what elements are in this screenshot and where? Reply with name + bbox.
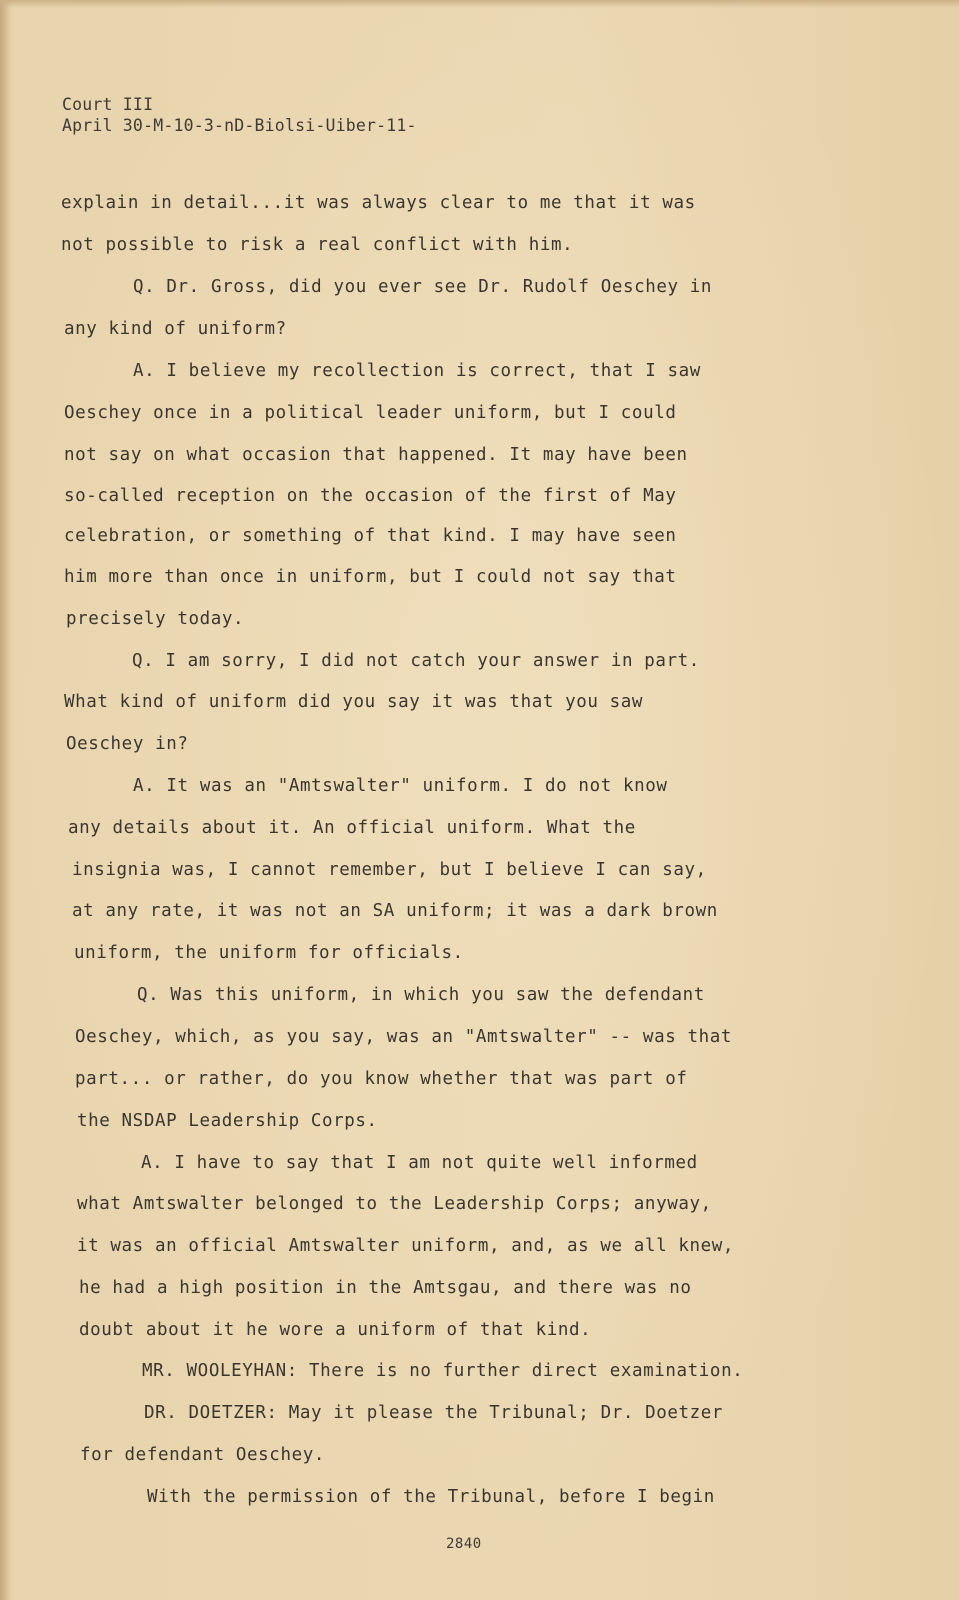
body-line: for defendant Oeschey. xyxy=(80,1445,325,1465)
body-line: With the permission of the Tribunal, before I begin xyxy=(147,1487,715,1507)
body-line: insignia was, I cannot remember, but I believe I can say, xyxy=(72,860,707,880)
body-line: What kind of uniform did you say it was that you saw xyxy=(64,692,644,712)
body-line: Q. Dr. Gross, did you ever see Dr. Rudolf Oeschey in xyxy=(133,277,713,297)
body-line: part... or rather, do you know whether that was part of xyxy=(75,1069,688,1089)
body-line: at any rate, it was not an SA uniform; it was a dark brown xyxy=(72,901,718,921)
page-top-edge xyxy=(0,0,959,8)
document-header xyxy=(62,94,417,136)
body-line: doubt about it he wore a uniform of that kind. xyxy=(79,1320,592,1340)
page-left-edge xyxy=(0,0,10,1600)
body-line: so-called reception on the occasion of the first of May xyxy=(64,486,677,506)
body-line: A. I have to say that I am not quite well informed xyxy=(141,1153,698,1173)
body-line: A. It was an "Amtswalter" uniform. I do not know xyxy=(133,776,668,796)
body-line: not say on what occasion that happened. It may have been xyxy=(64,445,688,465)
body-line: Q. I am sorry, I did not catch your answer in part. xyxy=(132,651,700,671)
body-line: precisely today. xyxy=(66,609,245,629)
body-line: MR. WOOLEYHAN: There is no further direct examination. xyxy=(142,1361,744,1381)
page-number: 2840 xyxy=(446,1536,482,1552)
body-line: not possible to risk a real conflict with him. xyxy=(61,235,574,255)
body-line: he had a high position in the Amtsgau, and there was no xyxy=(79,1278,692,1298)
body-line: the NSDAP Leadership Corps. xyxy=(77,1111,378,1131)
body-line: uniform, the uniform for officials. xyxy=(74,943,464,963)
body-line: explain in detail...it was always clear to me that it was xyxy=(61,193,696,213)
body-line: any details about it. An official uniform. What the xyxy=(68,818,636,838)
body-line: Oeschey in? xyxy=(66,734,189,754)
body-line: celebration, or something of that kind. I may have seen xyxy=(64,526,677,546)
body-line: any kind of uniform? xyxy=(64,319,287,339)
body-line: DR. DOETZER: May it please the Tribunal; Dr. Doetzer xyxy=(144,1403,724,1423)
body-line: it was an official Amtswalter uniform, and, as we all knew, xyxy=(77,1236,735,1256)
body-line: A. I believe my recollection is correct, that I saw xyxy=(133,361,701,381)
body-line: Oeschey, which, as you say, was an "Amtswalter" -- was that xyxy=(75,1027,733,1047)
body-line: Q. Was this uniform, in which you saw the defendant xyxy=(137,985,705,1005)
body-line: him more than once in uniform, but I could not say that xyxy=(64,567,677,587)
transcript-reference: April 30-M-10-3-nD-Biolsi-Uiber-11- xyxy=(62,116,417,135)
body-line: what Amtswalter belonged to the Leadership Corps; anyway, xyxy=(77,1194,712,1214)
court-label: Court III xyxy=(62,95,154,114)
body-line: Oeschey once in a political leader uniform, but I could xyxy=(64,403,677,423)
